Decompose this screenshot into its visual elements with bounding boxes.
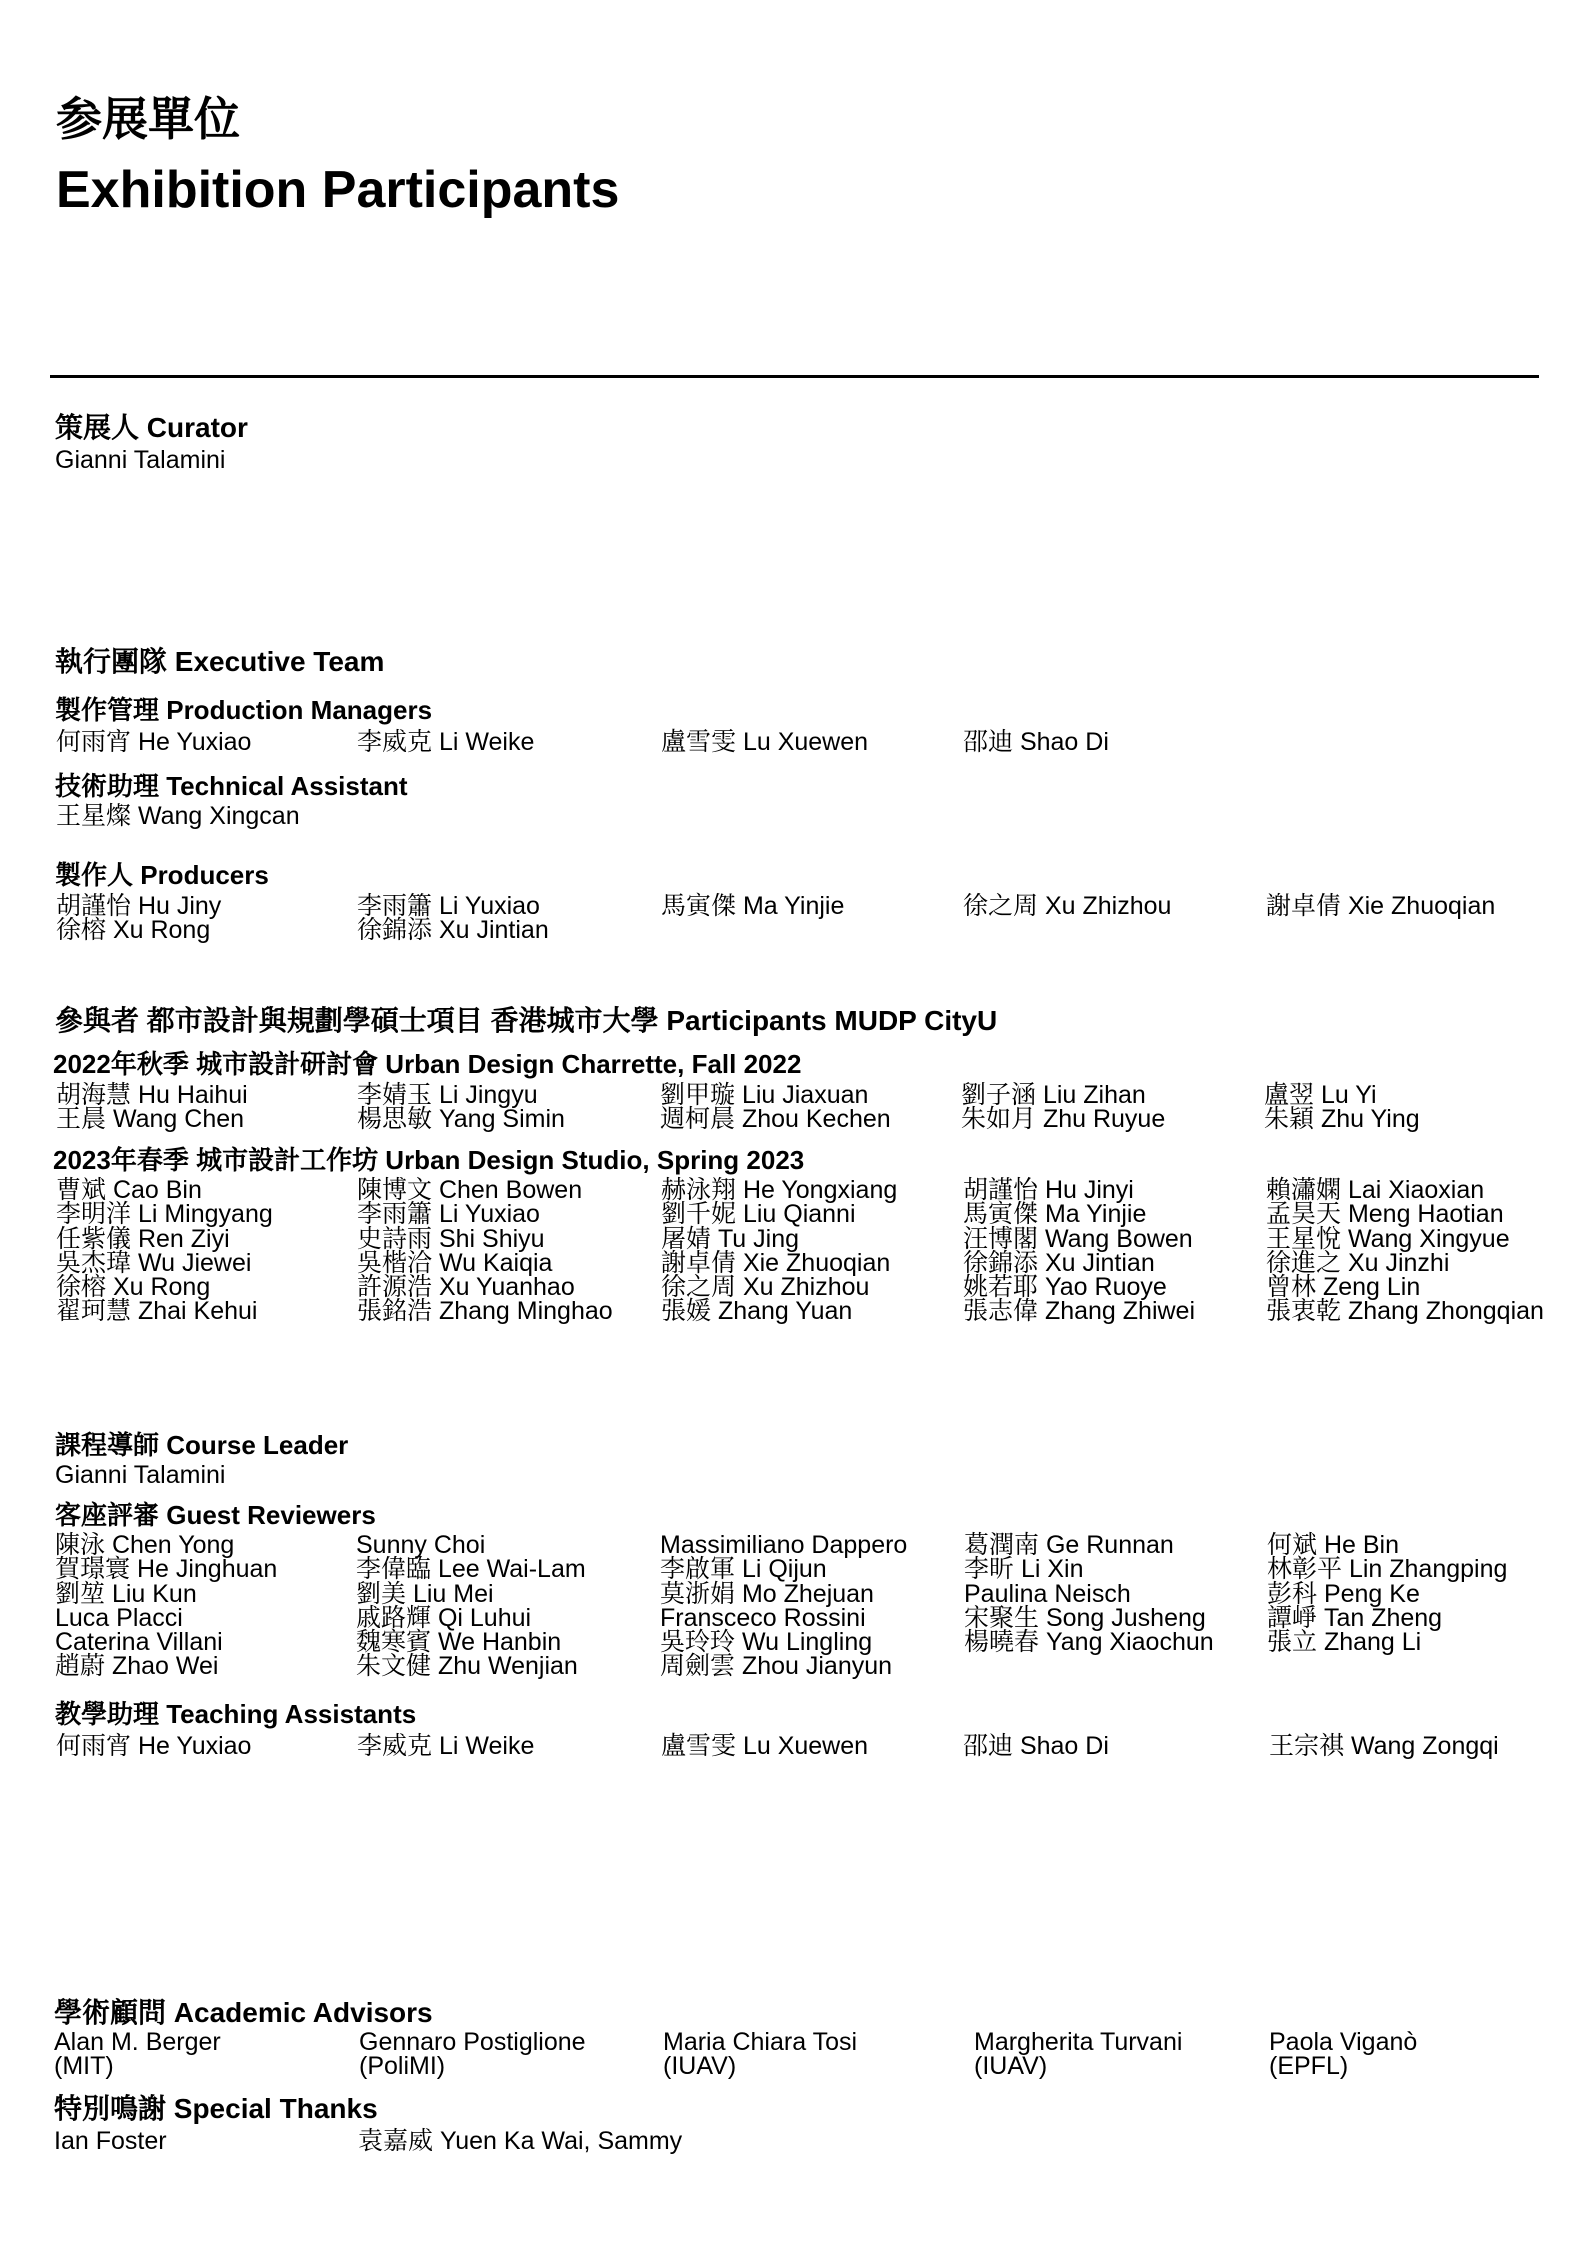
special-thanks-heading: 特別鳴謝 Special Thanks xyxy=(54,2093,378,2124)
person-name: 何斌 He Bin xyxy=(1267,1531,1399,1559)
executive-team-heading: 執行團隊 Executive Team xyxy=(55,646,385,677)
person-name: 徐榕 Xu Rong xyxy=(56,916,211,945)
name-column xyxy=(357,1178,613,1324)
person-name: 王星燦 Wang Xingcan xyxy=(56,802,300,830)
person-name: Paulina Neisch xyxy=(964,1579,1131,1608)
person-name: 週柯晨 Zhou Kechen xyxy=(660,1105,891,1134)
person-name: 朱如月 Zhu Ruyue xyxy=(961,1105,1166,1134)
name-column xyxy=(56,894,221,943)
name-column xyxy=(356,1533,586,1679)
person-name: 張媛 Zhang Yuan xyxy=(661,1297,853,1326)
name-column xyxy=(963,894,1171,918)
name-column xyxy=(55,1463,225,1487)
charrette-heading: 2022年秋季 城市設計研討會 Urban Design Charrette, Fall 2022 xyxy=(53,1049,802,1079)
person-name: 李婧玉 Li Jingyu xyxy=(357,1081,538,1109)
person-name: 王晨 Wang Chen xyxy=(56,1105,245,1134)
person-name: 李昕 Li Xin xyxy=(964,1555,1084,1584)
person-name: 李雨簫 Li Yuxiao xyxy=(357,892,540,920)
person-name: Gennaro Postiglione xyxy=(359,2028,586,2056)
person-name: 王宗祺 Wang Zongqi xyxy=(1269,1732,1499,1760)
person-name: 胡謹怡 Hu Jiny xyxy=(56,892,222,920)
special-thanks-names xyxy=(54,2129,1544,2153)
person-name: 徐榕 Xu Rong xyxy=(56,1273,211,1302)
person-name: 朱穎 Zhu Ying xyxy=(1264,1105,1420,1134)
person-name: 李威克 Li Weike xyxy=(357,1732,535,1760)
person-name: 徐錦添 Xu Jintian xyxy=(963,1248,1155,1277)
person-name: 吳楷洽 Wu Kaiqia xyxy=(357,1248,553,1277)
studio-names xyxy=(56,1178,1546,1324)
name-column xyxy=(56,804,300,828)
person-name: 汪博閣 Wang Bowen xyxy=(963,1224,1193,1253)
person-name: 楊思敏 Yang Simin xyxy=(357,1105,565,1134)
name-column xyxy=(974,2030,1182,2079)
name-column xyxy=(56,1178,273,1324)
person-name: 胡海慧 Hu Haihui xyxy=(56,1081,248,1109)
person-name: 姚若耶 Yao Ruoye xyxy=(963,1273,1167,1302)
person-name: 李偉臨 Lee Wai-Lam xyxy=(356,1555,586,1584)
person-name: 何雨宵 He Yuxiao xyxy=(56,1732,252,1760)
person-name: 翟珂慧 Zhai Kehui xyxy=(56,1297,258,1326)
person-name: 趙蔚 Zhao Wei xyxy=(55,1652,219,1681)
person-name: 葛潤南 Ge Runnan xyxy=(964,1531,1174,1559)
person-name: 赫泳翔 He Yongxiang xyxy=(661,1176,898,1204)
person-name: 盧雪雯 Lu Xuewen xyxy=(661,1732,869,1760)
name-column xyxy=(661,730,868,754)
guest-reviewers-names xyxy=(55,1533,1545,1679)
name-column xyxy=(661,1178,897,1324)
person-name: Caterina Villani xyxy=(55,1628,223,1657)
course-leader-heading: 課程導師 Course Leader xyxy=(55,1430,349,1460)
person-name: 謝卓倩 Xie Zhuoqian xyxy=(1266,892,1496,920)
person-name: 徐錦添 Xu Jintian xyxy=(357,916,549,945)
person-name: 李威克 Li Weike xyxy=(357,728,535,756)
name-column xyxy=(661,894,844,918)
participants-heading: 參與者 都市設計與規劃學碩士項目 香港城市大學 Participants MUDP CityU xyxy=(55,1005,998,1036)
guest-reviewers-heading: 客座評審 Guest Reviewers xyxy=(55,1500,376,1530)
producers-heading: 製作人 Producers xyxy=(55,860,269,890)
person-name: 賴瀟嫻 Lai Xiaoxian xyxy=(1266,1176,1485,1204)
person-name: 彭科 Peng Ke xyxy=(1267,1579,1420,1608)
person-name: 劉美 Liu Mei xyxy=(356,1579,494,1608)
person-name: 劉千妮 Liu Qianni xyxy=(661,1200,856,1229)
production-managers-heading: 製作管理 Production Managers xyxy=(55,695,433,725)
name-column xyxy=(55,448,225,472)
name-column xyxy=(963,1178,1195,1324)
person-name: 譚崢 Tan Zheng xyxy=(1267,1603,1443,1632)
person-name: 林彰平 Lin Zhangping xyxy=(1267,1555,1508,1584)
name-column xyxy=(357,730,534,754)
person-name: 宋聚生 Song Jusheng xyxy=(964,1603,1206,1632)
person-name: Massimiliano Dappero xyxy=(660,1531,908,1559)
person-name: 吳玲玲 Wu Lingling xyxy=(660,1628,873,1657)
name-column xyxy=(55,1533,277,1679)
name-column xyxy=(1266,894,1495,918)
name-column xyxy=(1267,1531,1508,1657)
technical-assistant-heading: 技術助理 Technical Assistant xyxy=(55,771,408,801)
name-column xyxy=(963,1734,1109,1758)
technical-assistant-names xyxy=(56,804,1546,828)
name-column xyxy=(660,1533,907,1679)
person-name: 屠婧 Tu Jing xyxy=(661,1224,800,1253)
name-column xyxy=(1269,2030,1417,2079)
person-name: 胡謹怡 Hu Jinyi xyxy=(963,1176,1134,1204)
course-leader-names xyxy=(55,1463,1545,1487)
person-name: 張志偉 Zhang Zhiwei xyxy=(963,1297,1196,1326)
name-column xyxy=(961,1083,1165,1132)
name-column xyxy=(357,1734,534,1758)
person-name: 周劍雲 Zhou Jianyun xyxy=(660,1652,893,1681)
name-column xyxy=(964,1531,1214,1657)
person-name: 馬寅傑 Ma Yinjie xyxy=(963,1200,1147,1229)
person-name: 盧雪雯 Lu Xuewen xyxy=(661,728,869,756)
person-name: (IUAV) xyxy=(974,2052,1048,2081)
teaching-assistants-names xyxy=(56,1734,1546,1758)
person-name: 李啟軍 Li Qijun xyxy=(660,1555,827,1584)
person-name: 盧翌 Lu Yi xyxy=(1264,1081,1377,1109)
name-column xyxy=(357,1083,565,1132)
person-name: 邵迪 Shao Di xyxy=(963,728,1109,756)
name-column xyxy=(359,2030,586,2079)
person-name: Sunny Choi xyxy=(356,1531,486,1559)
person-name: (IUAV) xyxy=(663,2052,737,2081)
name-column xyxy=(661,1734,868,1758)
person-name: 徐進之 Xu Jinzhi xyxy=(1266,1248,1450,1277)
person-name: (MIT) xyxy=(54,2052,114,2081)
person-name: 張衷乾 Zhang Zhongqian xyxy=(1266,1297,1544,1326)
name-column xyxy=(663,2030,857,2079)
person-name: 孟昊天 Meng Haotian xyxy=(1266,1200,1504,1229)
person-name: 曹斌 Cao Bin xyxy=(56,1176,202,1204)
person-name: Fransceco Rossini xyxy=(660,1603,866,1632)
person-name: 李明洋 Li Mingyang xyxy=(56,1200,273,1229)
academic-advisors-names xyxy=(54,2030,1544,2079)
production-managers-names xyxy=(56,730,1546,754)
person-name: 陳泳 Chen Yong xyxy=(55,1531,235,1559)
teaching-assistants-heading: 教學助理 Teaching Assistants xyxy=(55,1699,417,1729)
name-column xyxy=(54,2129,167,2153)
person-name: 史詩雨 Shi Shiyu xyxy=(357,1224,545,1253)
charrette-names xyxy=(56,1083,1546,1132)
name-column xyxy=(660,1083,891,1132)
person-name: 戚路輝 Qi Luhui xyxy=(356,1603,532,1632)
name-column xyxy=(1269,1734,1499,1758)
person-name: Maria Chiara Tosi xyxy=(663,2028,858,2056)
person-name: (PoliMI) xyxy=(359,2052,446,2081)
name-column xyxy=(56,730,251,754)
person-name: 邵迪 Shao Di xyxy=(963,1732,1109,1760)
person-name: 劉堃 Liu Kun xyxy=(55,1579,197,1608)
person-name: 王星悅 Wang Xingyue xyxy=(1266,1224,1510,1253)
name-column xyxy=(358,2129,682,2153)
person-name: 許源浩 Xu Yuanhao xyxy=(357,1273,575,1302)
person-name: 陳博文 Chen Bowen xyxy=(357,1176,583,1204)
academic-advisors-heading: 學術顧問 Academic Advisors xyxy=(54,1997,433,2028)
person-name: 袁嘉威 Yuen Ka Wai, Sammy xyxy=(358,2127,683,2155)
person-name: 謝卓倩 Xie Zhuoqian xyxy=(661,1248,891,1277)
person-name: 張銘浩 Zhang Minghao xyxy=(357,1297,613,1326)
name-column xyxy=(56,1734,251,1758)
person-name: 吳杰瑋 Wu Jiewei xyxy=(56,1248,252,1277)
name-column xyxy=(54,2030,221,2079)
person-name: 劉甲璇 Liu Jiaxuan xyxy=(660,1081,869,1109)
name-column xyxy=(357,894,549,943)
person-name: 李雨簫 Li Yuxiao xyxy=(357,1200,540,1229)
name-column xyxy=(963,730,1109,754)
person-name: Ian Foster xyxy=(54,2127,167,2155)
person-name: 曾林 Zeng Lin xyxy=(1266,1273,1421,1302)
person-name: 任紫儀 Ren Ziyi xyxy=(56,1224,230,1253)
person-name: 朱文健 Zhu Wenjian xyxy=(356,1652,578,1681)
person-name: 馬寅傑 Ma Yinjie xyxy=(661,892,845,920)
person-name: Gianni Talamini xyxy=(55,446,226,474)
name-column xyxy=(1266,1178,1544,1324)
page-title-zh: 参展單位 xyxy=(56,93,240,145)
person-name: 賀璟寰 He Jinghuan xyxy=(55,1555,278,1584)
person-name: Luca Placci xyxy=(55,1603,183,1632)
name-column xyxy=(1264,1083,1420,1132)
person-name: (EPFL) xyxy=(1269,2052,1349,2081)
person-name: 劉子涵 Liu Zihan xyxy=(961,1081,1146,1109)
person-name: Gianni Talamini xyxy=(55,1461,226,1489)
person-name: 徐之周 Xu Zhizhou xyxy=(661,1273,870,1302)
person-name: 莫浙娟 Mo Zhejuan xyxy=(660,1579,874,1608)
person-name: Margherita Turvani xyxy=(974,2028,1183,2056)
curator-names xyxy=(55,448,1545,472)
producers-names xyxy=(56,894,1546,943)
studio-heading: 2023年春季 城市設計工作坊 Urban Design Studio, Spring 2023 xyxy=(53,1145,805,1175)
person-name: 徐之周 Xu Zhizhou xyxy=(963,892,1172,920)
person-name: 何雨宵 He Yuxiao xyxy=(56,728,252,756)
person-name: 楊曉春 Yang Xiaochun xyxy=(964,1628,1214,1657)
name-column xyxy=(56,1083,248,1132)
person-name: 張立 Zhang Li xyxy=(1267,1628,1422,1657)
page-title-en: Exhibition Participants xyxy=(56,161,620,219)
person-name: 魏寒賓 We Hanbin xyxy=(356,1628,562,1657)
curator-heading: 策展人 Curator xyxy=(55,412,248,443)
person-name: Alan M. Berger xyxy=(54,2028,221,2056)
title-divider xyxy=(50,375,1539,378)
person-name: Paola Viganò xyxy=(1269,2028,1418,2056)
